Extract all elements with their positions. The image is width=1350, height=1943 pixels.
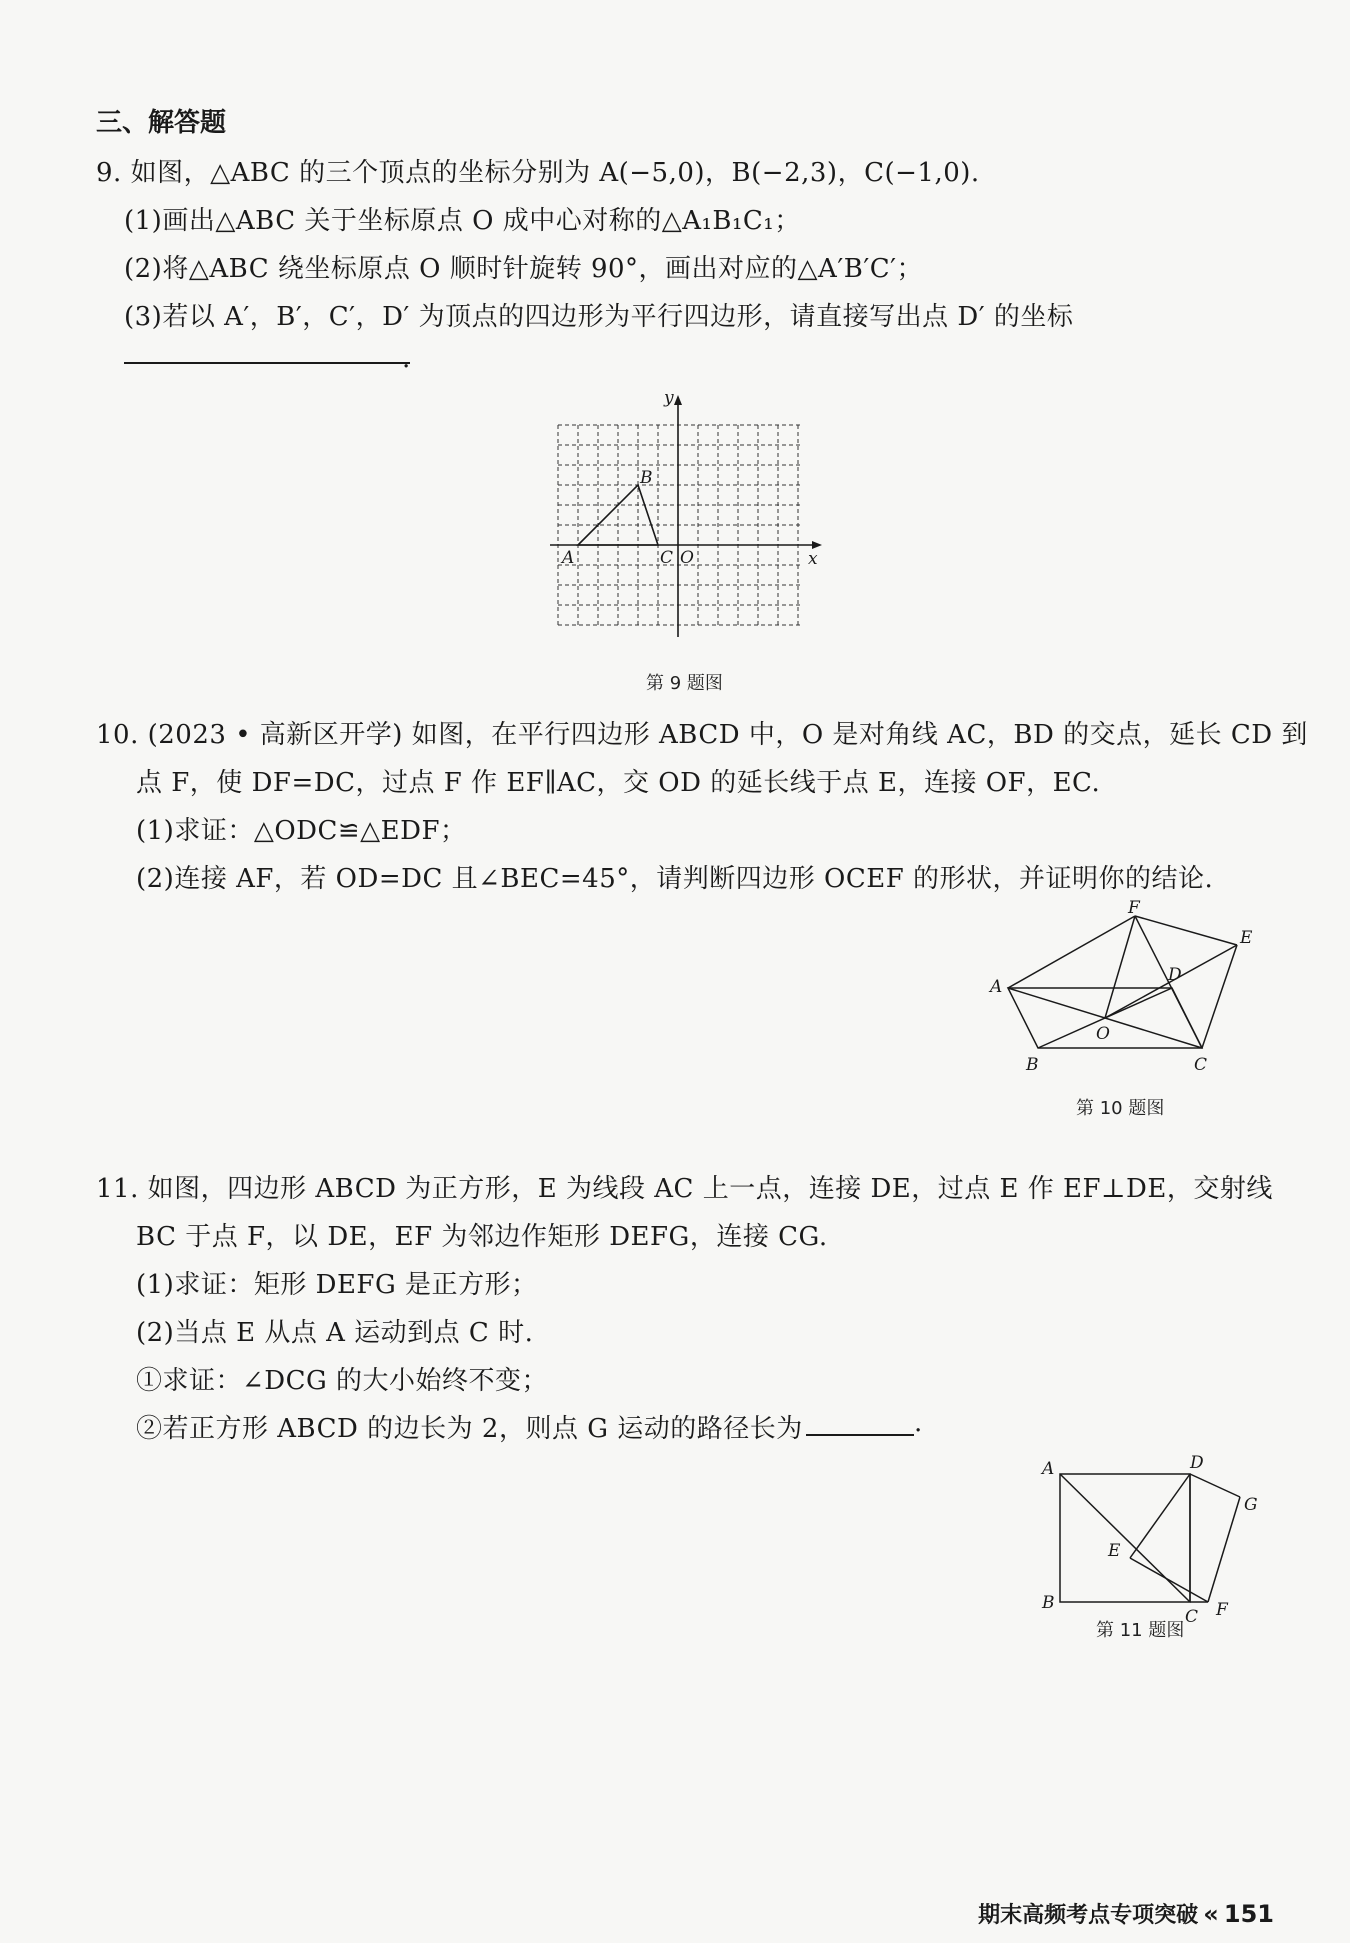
q10-label-o: O <box>1096 1024 1110 1044</box>
q10-label-a: A <box>990 977 1003 997</box>
q11-label-c: C <box>1185 1607 1199 1627</box>
q11-segment-ef <box>1130 1558 1208 1602</box>
q11-part2a: ①求证：∠DCG 的大小始终不变； <box>136 1366 549 1396</box>
q10-label-e: E <box>1240 928 1253 948</box>
q9-label-c: C <box>660 548 674 568</box>
q10-part2: (2)连接 AF，若 OD=DC 且∠BEC=45°，请判断四边形 OCEF 的形状，并证明你的结论. <box>136 864 1214 894</box>
q9-label-x: x <box>808 549 818 569</box>
q10-label-d: D <box>1168 965 1182 985</box>
q11-diagonal-ac <box>1060 1474 1190 1602</box>
q11-period: . <box>914 1408 923 1438</box>
q11-part1: (1)求证：矩形 DEFG 是正方形； <box>136 1270 538 1300</box>
q9-label-a: A <box>562 548 575 568</box>
q10-label-b: B <box>1026 1055 1039 1075</box>
q11-label-a: A <box>1042 1459 1055 1479</box>
q10-stem-line2: 点 F，使 DF=DC，过点 F 作 EF∥AC，交 OD 的延长线于点 E，连接 OF，EC. <box>136 768 1101 798</box>
q9-triangle-abc <box>578 485 658 545</box>
q10-segment-ec <box>1202 945 1237 1048</box>
q9-coordinate-figure <box>540 385 830 640</box>
q9-x-arrow <box>812 541 822 549</box>
q9-period: . <box>402 344 411 374</box>
q11-answer-blank[interactable] <box>806 1434 914 1436</box>
q9-grid <box>558 425 800 625</box>
q10-segment-af <box>1008 916 1135 988</box>
q11-square-figure <box>1030 1450 1260 1627</box>
q11-stem-line2: BC 于点 F，以 DE，EF 为邻边作矩形 DEFG，连接 CG. <box>136 1222 828 1252</box>
q9-part2: (2)将△ABC 绕坐标原点 O 顺时针旋转 90°，画出对应的△A′B′C′； <box>124 254 924 284</box>
q10-label-f: F <box>1128 898 1140 918</box>
q9-stem: 9. 如图，△ABC 的三个顶点的坐标分别为 A(−5,0)，B(−2,3)，C(−1,0). <box>96 158 980 188</box>
q11-part2: (2)当点 E 从点 A 运动到点 C 时. <box>136 1318 534 1348</box>
q11-caption: 第 11 题图 <box>1096 1620 1185 1641</box>
q9-part3: (3)若以 A′，B′，C′，D′ 为顶点的四边形为平行四边形，请直接写出点 D′ 的坐标 <box>124 302 1074 332</box>
footer <box>978 1898 1274 1929</box>
q10-stem-line1: 10. (2023 • 高新区开学) 如图，在平行四边形 ABCD 中，O 是对角线 AC，BD 的交点，延长 CD 到 <box>96 720 1308 750</box>
section-title: 三、解答题 <box>96 108 227 138</box>
q11-label-g: G <box>1244 1495 1258 1515</box>
q10-segment-fe <box>1135 916 1237 945</box>
q11-label-d: D <box>1190 1453 1204 1473</box>
q9-answer-blank[interactable] <box>124 362 410 364</box>
q11-label-b: B <box>1042 1593 1055 1613</box>
q11-segment-gf <box>1208 1497 1240 1602</box>
q11-segment-de <box>1130 1474 1190 1558</box>
q9-caption: 第 9 题图 <box>646 673 723 694</box>
footer-title: 期末高频考点专项突破 <box>978 1903 1199 1928</box>
q10-parallelogram-figure <box>980 900 1270 1080</box>
q9-part1: (1)画出△ABC 关于坐标原点 O 成中心对称的△A₁B₁C₁； <box>124 206 801 236</box>
footer-arrows: « <box>1203 1900 1219 1928</box>
q9-label-o: O <box>680 548 694 568</box>
q10-caption: 第 10 题图 <box>1076 1098 1165 1119</box>
q9-y-arrow <box>674 395 682 405</box>
q11-segment-dg <box>1190 1474 1240 1497</box>
page-number: 151 <box>1223 1900 1274 1928</box>
q10-part1: (1)求证：△ODC≌△EDF； <box>136 816 467 846</box>
q11-label-f: F <box>1216 1600 1228 1620</box>
q11-stem-line1: 11. 如图，四边形 ABCD 为正方形，E 为线段 AC 上一点，连接 DE，过点 E 作 EF⊥DE，交射线 <box>96 1174 1273 1204</box>
q11-part2b: ②若正方形 ABCD 的边长为 2，则点 G 运动的路径长为 <box>136 1414 803 1444</box>
q10-label-c: C <box>1194 1055 1208 1075</box>
q9-label-b: B <box>640 468 653 488</box>
q9-label-y: y <box>664 388 674 408</box>
q11-label-e: E <box>1108 1541 1121 1561</box>
